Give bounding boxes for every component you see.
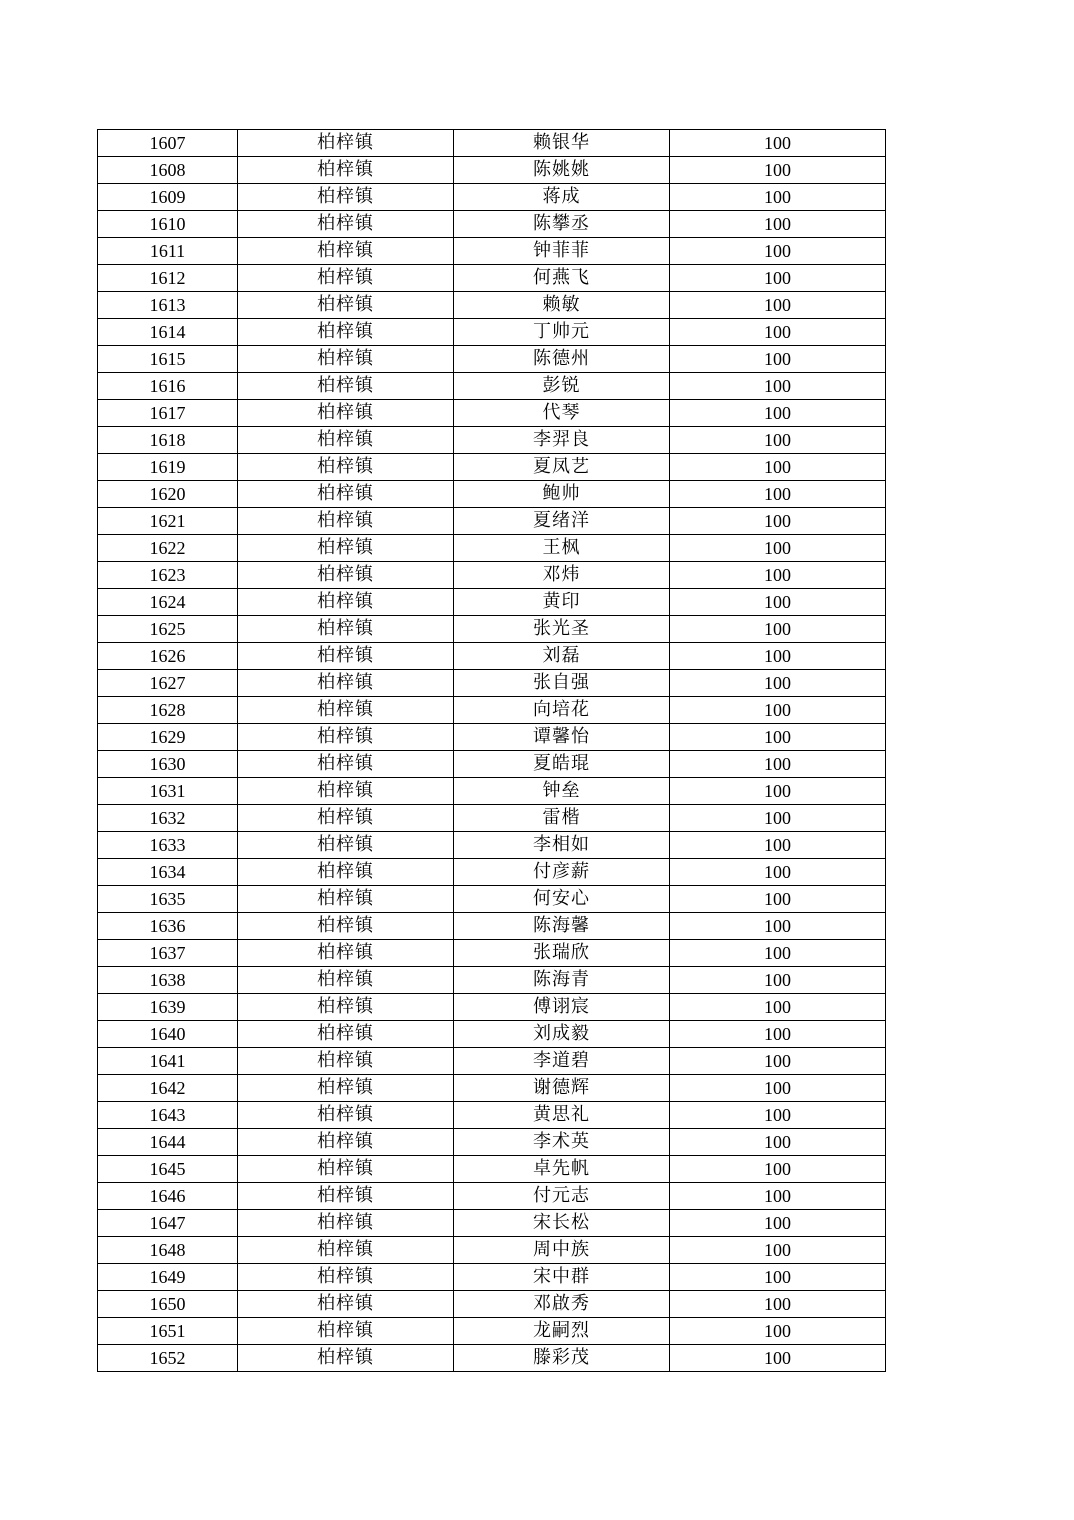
table-row — [98, 967, 886, 994]
table-row — [98, 724, 886, 751]
town-cell: 柏梓镇 — [238, 1291, 454, 1318]
town-cell: 柏梓镇 — [238, 1183, 454, 1210]
table-row — [98, 427, 886, 454]
table-row — [98, 373, 886, 400]
row-number-cell: 1637 — [98, 940, 238, 967]
amount-cell: 100 — [670, 886, 886, 913]
amount-cell: 100 — [670, 130, 886, 157]
row-number-cell: 1632 — [98, 805, 238, 832]
row-number-cell: 1625 — [98, 616, 238, 643]
town-cell: 柏梓镇 — [238, 1345, 454, 1372]
town-cell: 柏梓镇 — [238, 1264, 454, 1291]
town-cell: 柏梓镇 — [238, 967, 454, 994]
person-name-cell: 谭馨怡 — [454, 724, 670, 751]
town-cell: 柏梓镇 — [238, 373, 454, 400]
table-row — [98, 535, 886, 562]
table-row — [98, 616, 886, 643]
table-row — [98, 778, 886, 805]
row-number-cell: 1613 — [98, 292, 238, 319]
roster-body — [98, 130, 886, 1372]
table-row — [98, 211, 886, 238]
town-cell: 柏梓镇 — [238, 1048, 454, 1075]
town-cell: 柏梓镇 — [238, 589, 454, 616]
amount-cell: 100 — [670, 481, 886, 508]
amount-cell: 100 — [670, 562, 886, 589]
amount-cell: 100 — [670, 1318, 886, 1345]
table-row — [98, 832, 886, 859]
town-cell: 柏梓镇 — [238, 940, 454, 967]
town-cell: 柏梓镇 — [238, 535, 454, 562]
row-number-cell: 1648 — [98, 1237, 238, 1264]
person-name-cell: 彭锐 — [454, 373, 670, 400]
person-name-cell: 周中族 — [454, 1237, 670, 1264]
person-name-cell: 滕彩茂 — [454, 1345, 670, 1372]
row-number-cell: 1638 — [98, 967, 238, 994]
table-row — [98, 697, 886, 724]
amount-cell: 100 — [670, 319, 886, 346]
person-name-cell: 卓先帆 — [454, 1156, 670, 1183]
amount-cell: 100 — [670, 778, 886, 805]
town-cell: 柏梓镇 — [238, 211, 454, 238]
person-name-cell: 张瑞欣 — [454, 940, 670, 967]
row-number-cell: 1626 — [98, 643, 238, 670]
person-name-cell: 陈海馨 — [454, 913, 670, 940]
amount-cell: 100 — [670, 589, 886, 616]
amount-cell: 100 — [670, 1102, 886, 1129]
amount-cell: 100 — [670, 373, 886, 400]
person-name-cell: 黄思礼 — [454, 1102, 670, 1129]
table-row — [98, 1345, 886, 1372]
person-name-cell: 付彦薪 — [454, 859, 670, 886]
table-row — [98, 292, 886, 319]
amount-cell: 100 — [670, 211, 886, 238]
town-cell: 柏梓镇 — [238, 400, 454, 427]
amount-cell: 100 — [670, 994, 886, 1021]
person-name-cell: 李术英 — [454, 1129, 670, 1156]
town-cell: 柏梓镇 — [238, 832, 454, 859]
row-number-cell: 1621 — [98, 508, 238, 535]
town-cell: 柏梓镇 — [238, 1156, 454, 1183]
person-name-cell: 陈德州 — [454, 346, 670, 373]
table-row — [98, 1183, 886, 1210]
row-number-cell: 1642 — [98, 1075, 238, 1102]
table-row — [98, 994, 886, 1021]
table-row — [98, 589, 886, 616]
row-number-cell: 1641 — [98, 1048, 238, 1075]
person-name-cell: 陈海青 — [454, 967, 670, 994]
amount-cell: 100 — [670, 1237, 886, 1264]
amount-cell: 100 — [670, 670, 886, 697]
row-number-cell: 1633 — [98, 832, 238, 859]
table-row — [98, 454, 886, 481]
town-cell: 柏梓镇 — [238, 859, 454, 886]
row-number-cell: 1614 — [98, 319, 238, 346]
amount-cell: 100 — [670, 940, 886, 967]
person-name-cell: 李道碧 — [454, 1048, 670, 1075]
row-number-cell: 1607 — [98, 130, 238, 157]
row-number-cell: 1639 — [98, 994, 238, 1021]
person-name-cell: 蒋成 — [454, 184, 670, 211]
amount-cell: 100 — [670, 427, 886, 454]
amount-cell: 100 — [670, 1345, 886, 1372]
row-number-cell: 1652 — [98, 1345, 238, 1372]
table-row — [98, 913, 886, 940]
table-row — [98, 1021, 886, 1048]
amount-cell: 100 — [670, 643, 886, 670]
town-cell: 柏梓镇 — [238, 913, 454, 940]
amount-cell: 100 — [670, 346, 886, 373]
town-cell: 柏梓镇 — [238, 805, 454, 832]
amount-cell: 100 — [670, 157, 886, 184]
town-cell: 柏梓镇 — [238, 1129, 454, 1156]
amount-cell: 100 — [670, 535, 886, 562]
row-number-cell: 1644 — [98, 1129, 238, 1156]
amount-cell: 100 — [670, 184, 886, 211]
table-row — [98, 1264, 886, 1291]
amount-cell: 100 — [670, 400, 886, 427]
person-name-cell: 刘成毅 — [454, 1021, 670, 1048]
town-cell: 柏梓镇 — [238, 481, 454, 508]
town-cell: 柏梓镇 — [238, 157, 454, 184]
row-number-cell: 1620 — [98, 481, 238, 508]
town-cell: 柏梓镇 — [238, 886, 454, 913]
table-row — [98, 859, 886, 886]
table-row — [98, 238, 886, 265]
town-cell: 柏梓镇 — [238, 427, 454, 454]
person-name-cell: 张自强 — [454, 670, 670, 697]
row-number-cell: 1629 — [98, 724, 238, 751]
amount-cell: 100 — [670, 967, 886, 994]
amount-cell: 100 — [670, 1048, 886, 1075]
row-number-cell: 1610 — [98, 211, 238, 238]
person-name-cell: 李相如 — [454, 832, 670, 859]
town-cell: 柏梓镇 — [238, 751, 454, 778]
table-row — [98, 805, 886, 832]
person-name-cell: 向培花 — [454, 697, 670, 724]
person-name-cell: 谢德辉 — [454, 1075, 670, 1102]
row-number-cell: 1622 — [98, 535, 238, 562]
town-cell: 柏梓镇 — [238, 643, 454, 670]
town-cell: 柏梓镇 — [238, 1021, 454, 1048]
amount-cell: 100 — [670, 1156, 886, 1183]
person-name-cell: 刘磊 — [454, 643, 670, 670]
table-row — [98, 265, 886, 292]
table-row — [98, 184, 886, 211]
row-number-cell: 1651 — [98, 1318, 238, 1345]
amount-cell: 100 — [670, 724, 886, 751]
person-name-cell: 赖敏 — [454, 292, 670, 319]
person-name-cell: 钟菲菲 — [454, 238, 670, 265]
person-name-cell: 邓啟秀 — [454, 1291, 670, 1318]
amount-cell: 100 — [670, 265, 886, 292]
table-row — [98, 1102, 886, 1129]
row-number-cell: 1649 — [98, 1264, 238, 1291]
person-name-cell: 龙嗣烈 — [454, 1318, 670, 1345]
town-cell: 柏梓镇 — [238, 346, 454, 373]
row-number-cell: 1630 — [98, 751, 238, 778]
town-cell: 柏梓镇 — [238, 238, 454, 265]
amount-cell: 100 — [670, 1291, 886, 1318]
row-number-cell: 1650 — [98, 1291, 238, 1318]
table-row — [98, 751, 886, 778]
town-cell: 柏梓镇 — [238, 697, 454, 724]
amount-cell: 100 — [670, 1210, 886, 1237]
person-name-cell: 何燕飞 — [454, 265, 670, 292]
row-number-cell: 1635 — [98, 886, 238, 913]
person-name-cell: 李羿良 — [454, 427, 670, 454]
row-number-cell: 1631 — [98, 778, 238, 805]
roster-table — [97, 129, 886, 1372]
table-row — [98, 346, 886, 373]
row-number-cell: 1628 — [98, 697, 238, 724]
town-cell: 柏梓镇 — [238, 778, 454, 805]
row-number-cell: 1609 — [98, 184, 238, 211]
row-number-cell: 1616 — [98, 373, 238, 400]
person-name-cell: 夏绪洋 — [454, 508, 670, 535]
row-number-cell: 1615 — [98, 346, 238, 373]
amount-cell: 100 — [670, 1264, 886, 1291]
person-name-cell: 陈攀丞 — [454, 211, 670, 238]
town-cell: 柏梓镇 — [238, 130, 454, 157]
row-number-cell: 1645 — [98, 1156, 238, 1183]
table-row — [98, 643, 886, 670]
town-cell: 柏梓镇 — [238, 454, 454, 481]
row-number-cell: 1608 — [98, 157, 238, 184]
amount-cell: 100 — [670, 616, 886, 643]
amount-cell: 100 — [670, 292, 886, 319]
person-name-cell: 王枫 — [454, 535, 670, 562]
town-cell: 柏梓镇 — [238, 1075, 454, 1102]
town-cell: 柏梓镇 — [238, 1210, 454, 1237]
row-number-cell: 1636 — [98, 913, 238, 940]
row-number-cell: 1611 — [98, 238, 238, 265]
amount-cell: 100 — [670, 751, 886, 778]
person-name-cell: 傅诩宸 — [454, 994, 670, 1021]
amount-cell: 100 — [670, 805, 886, 832]
town-cell: 柏梓镇 — [238, 994, 454, 1021]
table-row — [98, 400, 886, 427]
person-name-cell: 赖银华 — [454, 130, 670, 157]
town-cell: 柏梓镇 — [238, 265, 454, 292]
row-number-cell: 1640 — [98, 1021, 238, 1048]
amount-cell: 100 — [670, 1183, 886, 1210]
table-row — [98, 670, 886, 697]
amount-cell: 100 — [670, 1075, 886, 1102]
town-cell: 柏梓镇 — [238, 562, 454, 589]
town-cell: 柏梓镇 — [238, 724, 454, 751]
table-row — [98, 157, 886, 184]
table-row — [98, 1318, 886, 1345]
person-name-cell: 丁帅元 — [454, 319, 670, 346]
person-name-cell: 黄印 — [454, 589, 670, 616]
person-name-cell: 宋中群 — [454, 1264, 670, 1291]
town-cell: 柏梓镇 — [238, 1102, 454, 1129]
table-row — [98, 1048, 886, 1075]
town-cell: 柏梓镇 — [238, 319, 454, 346]
table-row — [98, 1210, 886, 1237]
amount-cell: 100 — [670, 454, 886, 481]
town-cell: 柏梓镇 — [238, 670, 454, 697]
table-row — [98, 508, 886, 535]
table-row — [98, 1156, 886, 1183]
row-number-cell: 1619 — [98, 454, 238, 481]
table-row — [98, 319, 886, 346]
row-number-cell: 1643 — [98, 1102, 238, 1129]
row-number-cell: 1617 — [98, 400, 238, 427]
table-row — [98, 481, 886, 508]
table-row — [98, 562, 886, 589]
row-number-cell: 1634 — [98, 859, 238, 886]
town-cell: 柏梓镇 — [238, 184, 454, 211]
person-name-cell: 宋长松 — [454, 1210, 670, 1237]
table-row — [98, 886, 886, 913]
person-name-cell: 付元志 — [454, 1183, 670, 1210]
amount-cell: 100 — [670, 508, 886, 535]
amount-cell: 100 — [670, 697, 886, 724]
person-name-cell: 鲍帅 — [454, 481, 670, 508]
row-number-cell: 1612 — [98, 265, 238, 292]
person-name-cell: 陈姚姚 — [454, 157, 670, 184]
row-number-cell: 1624 — [98, 589, 238, 616]
person-name-cell: 邓炜 — [454, 562, 670, 589]
row-number-cell: 1618 — [98, 427, 238, 454]
amount-cell: 100 — [670, 859, 886, 886]
person-name-cell: 钟垒 — [454, 778, 670, 805]
amount-cell: 100 — [670, 238, 886, 265]
row-number-cell: 1646 — [98, 1183, 238, 1210]
amount-cell: 100 — [670, 1129, 886, 1156]
person-name-cell: 张光圣 — [454, 616, 670, 643]
person-name-cell: 何安心 — [454, 886, 670, 913]
table-row — [98, 130, 886, 157]
town-cell: 柏梓镇 — [238, 616, 454, 643]
amount-cell: 100 — [670, 1021, 886, 1048]
table-row — [98, 1237, 886, 1264]
row-number-cell: 1647 — [98, 1210, 238, 1237]
row-number-cell: 1627 — [98, 670, 238, 697]
table-row — [98, 940, 886, 967]
amount-cell: 100 — [670, 832, 886, 859]
table-row — [98, 1075, 886, 1102]
person-name-cell: 雷楷 — [454, 805, 670, 832]
town-cell: 柏梓镇 — [238, 508, 454, 535]
town-cell: 柏梓镇 — [238, 292, 454, 319]
row-number-cell: 1623 — [98, 562, 238, 589]
person-name-cell: 夏凤艺 — [454, 454, 670, 481]
table-row — [98, 1129, 886, 1156]
amount-cell: 100 — [670, 913, 886, 940]
town-cell: 柏梓镇 — [238, 1237, 454, 1264]
table-row — [98, 1291, 886, 1318]
town-cell: 柏梓镇 — [238, 1318, 454, 1345]
person-name-cell: 代琴 — [454, 400, 670, 427]
person-name-cell: 夏皓琨 — [454, 751, 670, 778]
